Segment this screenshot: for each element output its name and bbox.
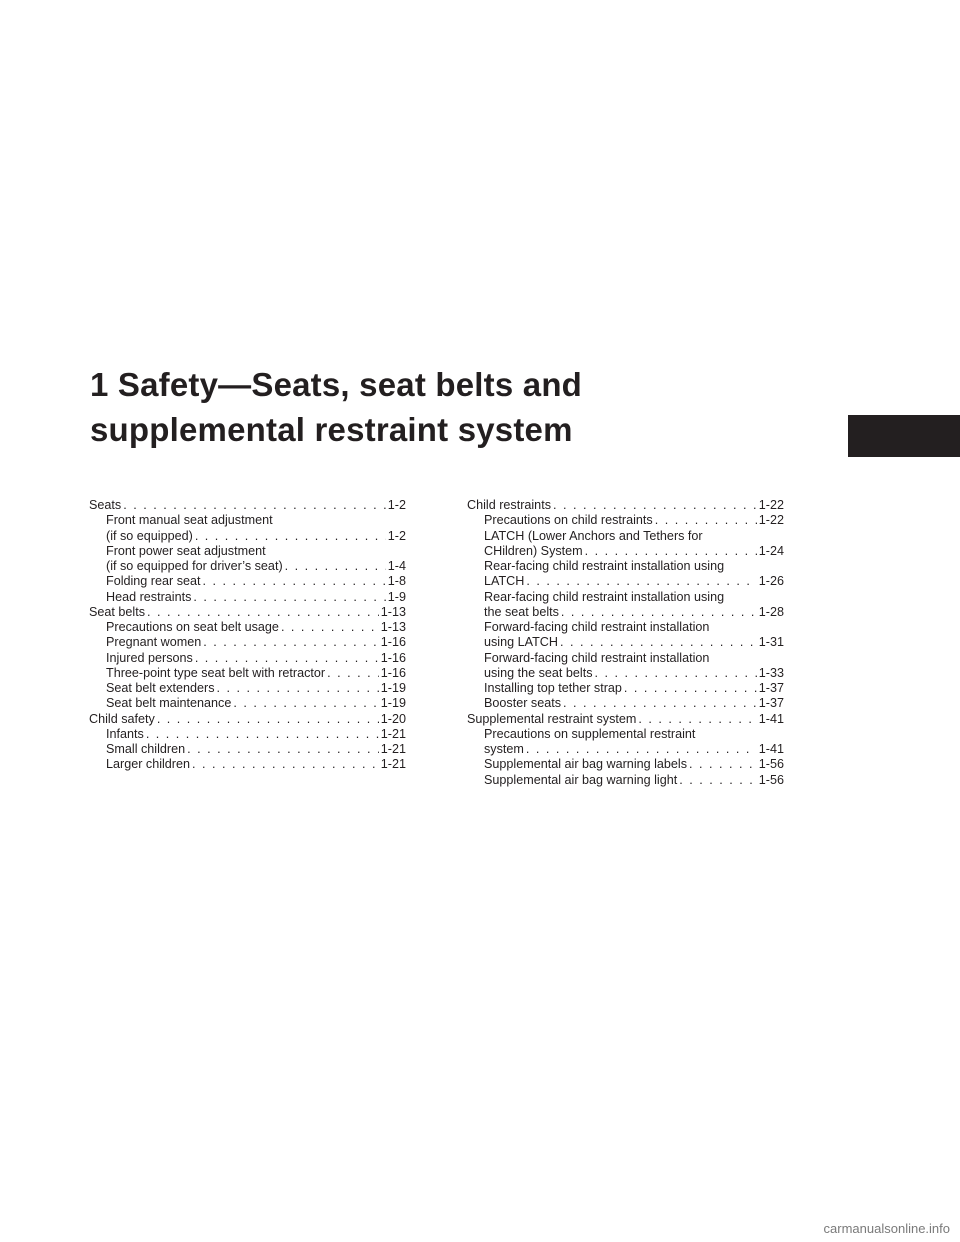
toc-entry-title: Injured persons: [106, 650, 193, 665]
toc-entry-title: Seat belt extenders: [106, 681, 215, 695]
toc-entry-title: (if so equipped): [106, 528, 193, 543]
toc-dot-leader: [233, 696, 378, 711]
toc-dot-leader: [595, 666, 757, 681]
toc-page-number: 1-24: [758, 543, 784, 558]
toc-subsection-entry[interactable]: [467, 529, 784, 560]
toc-entry-title-first-line: Front manual seat adjustment: [106, 513, 273, 528]
toc-dot-leader: [327, 666, 379, 681]
toc-subsection-entry[interactable]: [89, 544, 406, 575]
toc-subsection-entry[interactable]: [89, 590, 406, 605]
toc-entry-title-first-line: Forward-facing child restraint installation: [484, 650, 710, 665]
toc-subsection-entry[interactable]: [467, 651, 784, 682]
toc-page-number: 1-21: [380, 757, 406, 772]
toc-dot-leader: [192, 757, 379, 772]
toc-subsection-entry[interactable]: [89, 757, 406, 772]
toc-subsection-entry[interactable]: [89, 742, 406, 757]
toc-page-number: 1-26: [758, 574, 784, 589]
toc-entry-title: Larger children: [106, 757, 191, 772]
toc-page-number: 1-56: [758, 772, 784, 787]
toc-page-number: 1-41: [758, 742, 784, 756]
toc-entry-title: Child restraints: [467, 498, 551, 512]
toc-dot-leader: [187, 742, 379, 757]
toc-page-number: 1-19: [380, 696, 406, 711]
toc-entry-title: Supplemental air bag warning light: [484, 772, 678, 787]
toc-page-number: 1-41: [758, 711, 784, 726]
toc-page-number: 1-13: [380, 604, 406, 619]
toc-dot-leader: [585, 544, 757, 559]
toc-entry-title: Seat belts: [89, 604, 146, 619]
toc-entry-title: Pregnant women: [106, 635, 202, 650]
toc-entry-title: using the seat belts: [484, 665, 593, 680]
toc-page-number: 1-33: [758, 665, 784, 680]
toc-subsection-entry[interactable]: [467, 727, 784, 758]
toc-page-number: 1-8: [387, 574, 406, 589]
chapter-tab: [848, 415, 960, 457]
toc-dot-leader: [195, 651, 379, 666]
toc-subsection-entry[interactable]: [89, 666, 406, 681]
toc-entry-title: the seat belts: [484, 604, 559, 619]
toc-page-number: 1-4: [387, 559, 406, 573]
toc-dot-leader: [655, 513, 757, 528]
toc-entry-title: using LATCH: [484, 635, 558, 650]
toc-section-entry[interactable]: [89, 498, 406, 513]
toc-entry-title: Child safety: [89, 711, 155, 726]
toc-page-number: 1-16: [380, 635, 406, 650]
toc-section-entry[interactable]: [467, 712, 784, 727]
toc-subsection-entry[interactable]: [467, 513, 784, 528]
chapter-title: [90, 362, 730, 452]
toc-entry-title: Infants: [106, 726, 144, 741]
toc-entry-title-first-line: LATCH (Lower Anchors and Tethers for: [484, 528, 703, 543]
toc-subsection-entry[interactable]: [467, 620, 784, 651]
toc-subsection-entry[interactable]: [89, 681, 406, 696]
toc-entry-title: Seats: [89, 498, 122, 512]
toc-page-number: 1-20: [380, 711, 406, 726]
toc-entry-title: system: [484, 742, 524, 756]
toc-entry-title: LATCH: [484, 574, 525, 589]
toc-dot-leader: [157, 712, 379, 727]
toc-page-number: 1-28: [758, 604, 784, 619]
toc-subsection-entry[interactable]: [89, 620, 406, 635]
toc-dot-leader: [638, 712, 756, 727]
toc-subsection-entry[interactable]: [467, 757, 784, 772]
toc-subsection-entry[interactable]: [467, 773, 784, 788]
toc-page-number: 1-19: [380, 681, 406, 695]
toc-dot-leader: [147, 605, 379, 620]
toc-page-number: 1-56: [758, 757, 784, 772]
toc-entry-title: Precautions on child restraints: [484, 513, 653, 528]
toc-dot-leader: [195, 529, 386, 544]
toc-page-number: 1-37: [758, 696, 784, 711]
toc-dot-leader: [217, 681, 379, 696]
toc-page-number: 1-21: [380, 726, 406, 741]
chapter-title-line-1: 1 Safety—Seats, seat belts and: [90, 366, 583, 403]
chapter-title-line-2: supplemental restraint system: [90, 411, 573, 448]
toc-subsection-entry[interactable]: [467, 681, 784, 696]
toc-column-right: [467, 498, 784, 788]
toc-column-left: [89, 498, 406, 773]
toc-page-number: 1-21: [380, 742, 406, 756]
toc-entry-title-first-line: Precautions on supplemental restraint: [484, 726, 696, 741]
toc-subsection-entry[interactable]: [89, 635, 406, 650]
toc-dot-leader: [526, 574, 756, 589]
toc-page-number: 1-22: [758, 498, 784, 512]
toc-page-number: 1-37: [758, 681, 784, 695]
toc-entry-title: Booster seats: [484, 696, 562, 711]
toc-page-number: 1-9: [387, 589, 406, 604]
toc-dot-leader: [281, 620, 379, 635]
toc-dot-leader: [563, 696, 757, 711]
toc-dot-leader: [689, 757, 757, 772]
toc-dot-leader: [679, 773, 757, 788]
toc-dot-leader: [561, 605, 757, 620]
toc-dot-leader: [193, 590, 385, 605]
toc-page-number: 1-22: [758, 513, 784, 528]
toc-dot-leader: [203, 574, 386, 589]
toc-subsection-entry[interactable]: [89, 513, 406, 544]
toc-entry-title: Head restraints: [106, 589, 192, 604]
toc-subsection-entry[interactable]: [467, 590, 784, 621]
toc-entry-title-first-line: Rear-facing child restraint installation using: [484, 559, 725, 573]
toc-dot-leader: [553, 498, 757, 513]
toc-dot-leader: [123, 498, 386, 513]
toc-subsection-entry[interactable]: [89, 651, 406, 666]
toc-entry-title-first-line: Forward-facing child restraint installation: [484, 620, 710, 634]
toc-dot-leader: [526, 742, 757, 757]
toc-entry-title: Precautions on seat belt usage: [106, 620, 279, 634]
toc-section-entry[interactable]: [89, 712, 406, 727]
toc-entry-title: Installing top tether strap: [484, 681, 622, 695]
toc-dot-leader: [560, 635, 757, 650]
toc-section-entry[interactable]: [467, 498, 784, 513]
toc-dot-leader: [203, 635, 379, 650]
toc-entry-title: Supplemental air bag warning labels: [484, 757, 688, 772]
toc-page-number: 1-16: [380, 650, 406, 665]
toc-entry-title-first-line: Front power seat adjustment: [106, 543, 266, 558]
toc-entry-title: CHildren) System: [484, 543, 583, 558]
toc-subsection-entry[interactable]: [89, 696, 406, 711]
toc-dot-leader: [285, 559, 386, 574]
toc-page-number: 1-16: [380, 665, 406, 680]
toc-entry-title: Small children: [106, 742, 186, 756]
toc-page-number: 1-13: [380, 620, 406, 634]
toc-subsection-entry[interactable]: [89, 727, 406, 742]
toc-page-number: 1-2: [387, 498, 406, 512]
toc-page-number: 1-31: [758, 635, 784, 650]
toc-dot-leader: [624, 681, 757, 696]
toc-page-number: 1-2: [387, 528, 406, 543]
toc-section-entry[interactable]: [89, 605, 406, 620]
toc-entry-title: (if so equipped for driver’s seat): [106, 559, 283, 573]
toc-entry-title: Supplemental restraint system: [467, 711, 637, 726]
toc-subsection-entry[interactable]: [467, 696, 784, 711]
toc-entry-title: Three-point type seat belt with retractor: [106, 665, 326, 680]
toc-entry-title: Seat belt maintenance: [106, 696, 232, 711]
toc-entry-title-first-line: Rear-facing child restraint installation using: [484, 589, 725, 604]
toc-entry-title: Folding rear seat: [106, 574, 201, 589]
toc-subsection-entry[interactable]: [467, 559, 784, 590]
footer-watermark: carmanualsonline.info: [823, 1221, 950, 1236]
toc-dot-leader: [146, 727, 379, 742]
toc-subsection-entry[interactable]: [89, 574, 406, 589]
